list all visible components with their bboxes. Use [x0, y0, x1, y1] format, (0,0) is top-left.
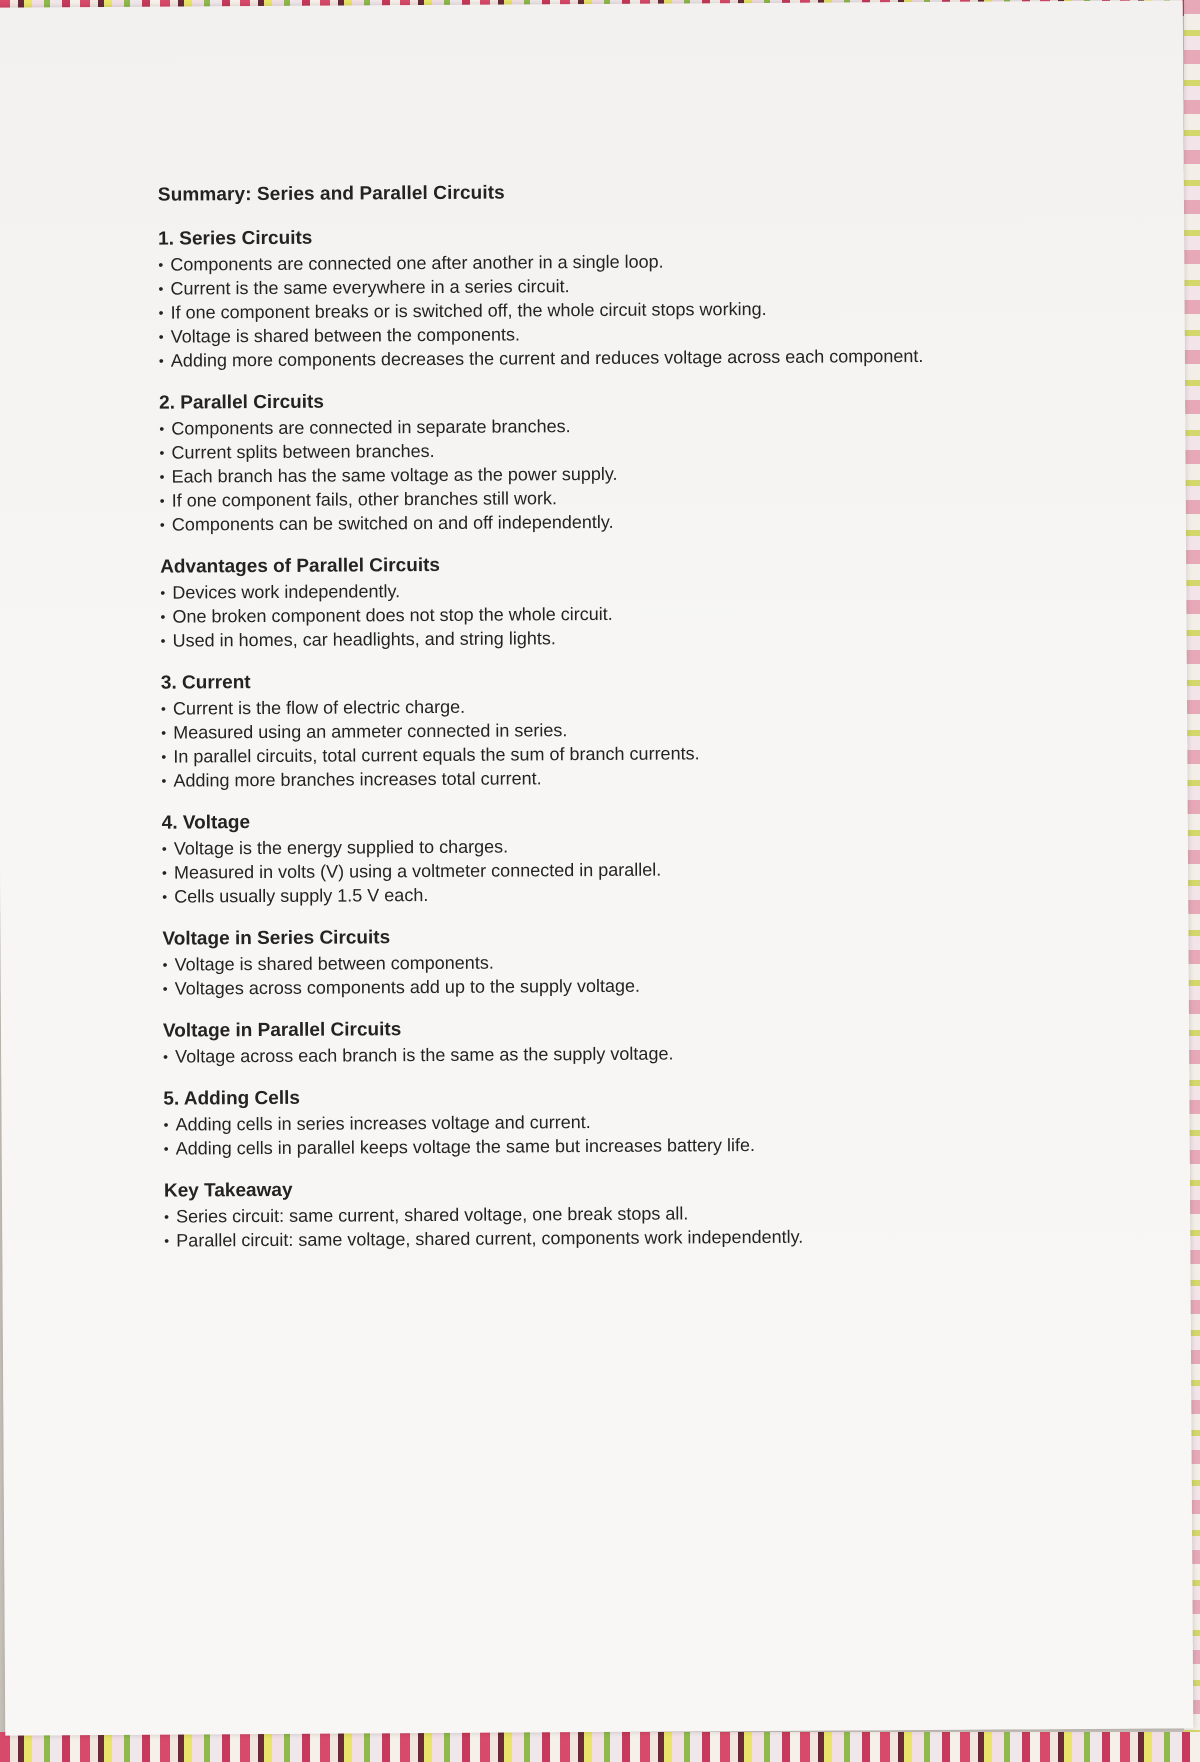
striped-background-bottom — [0, 1732, 1200, 1762]
bullet-dot-icon: • — [164, 1232, 170, 1249]
section — [163, 1083, 1063, 1160]
bullet-dot-icon: • — [160, 584, 166, 601]
bullet-text: Each branch has the same voltage as the power supply. — [171, 463, 618, 487]
bullet-list — [164, 1199, 1064, 1252]
bullet-item — [161, 763, 1061, 792]
bullet-item — [163, 1039, 1063, 1068]
bullet-list — [158, 247, 1059, 372]
bullet-dot-icon: • — [161, 864, 167, 881]
bullet-text: Used in homes, car headlights, and string lights. — [172, 628, 556, 651]
bullet-text: In parallel circuits, total current equals the sum of branch currents. — [173, 743, 700, 767]
bullet-item — [162, 879, 1062, 908]
section-heading: Voltage in Parallel Circuits — [162, 1019, 402, 1042]
bullet-dot-icon: • — [161, 840, 167, 857]
section — [160, 551, 1061, 652]
bullet-item — [164, 1223, 1064, 1252]
bullet-dot-icon: • — [158, 328, 164, 345]
bullet-text: Current is the flow of electric charge. — [172, 696, 466, 719]
bullet-dot-icon: • — [159, 468, 165, 485]
bullet-item — [160, 507, 1060, 536]
bullet-dot-icon: • — [161, 724, 167, 741]
bullet-text: Voltage is shared between components. — [174, 952, 494, 975]
bullet-dot-icon: • — [162, 956, 168, 973]
bullet-text: One broken component does not stop the whole circuit. — [172, 603, 613, 627]
section-heading: Key Takeaway — [163, 1179, 293, 1202]
bullet-text: Voltage is shared between the components. — [170, 324, 521, 347]
bullet-dot-icon: • — [160, 700, 166, 717]
section — [159, 387, 1060, 536]
bullet-text: If one component fails, other branches still work. — [171, 488, 558, 511]
section — [161, 667, 1062, 792]
section — [162, 923, 1062, 1000]
bullet-dot-icon: • — [163, 1116, 169, 1133]
bullet-text: Voltages across components add up to the supply voltage. — [174, 975, 641, 999]
bullet-item — [159, 343, 1059, 372]
bullet-text: Components can be switched on and off independently. — [171, 511, 614, 535]
bullet-dot-icon: • — [158, 256, 164, 273]
bullet-dot-icon: • — [161, 748, 167, 765]
section-heading: 3. Current — [160, 672, 251, 694]
bullet-item — [161, 623, 1061, 652]
bullet-text: Current splits between branches. — [171, 440, 435, 463]
bullet-text: Adding cells in series increases voltage and current. — [175, 1112, 591, 1135]
bullet-text: Adding cells in parallel keeps voltage the same but increases battery life. — [175, 1135, 756, 1159]
bullet-text: Parallel circuit: same voltage, shared current, components work independently. — [176, 1226, 804, 1251]
bullet-item — [164, 1131, 1064, 1160]
section-heading: 4. Voltage — [161, 812, 251, 834]
bullet-list — [163, 1039, 1063, 1068]
section-heading: 1. Series Circuits — [158, 227, 313, 250]
section-heading: Advantages of Parallel Circuits — [160, 554, 441, 578]
section — [164, 1175, 1064, 1252]
bullet-dot-icon: • — [160, 632, 166, 649]
bullet-dot-icon: • — [159, 420, 165, 437]
bullet-text: Adding more branches increases total current. — [173, 768, 542, 791]
bullet-dot-icon: • — [160, 608, 166, 625]
bullet-text: Series circuit: same current, shared voltage, one break stops all. — [176, 1203, 689, 1227]
section-heading: Voltage in Series Circuits — [162, 927, 391, 950]
bullet-dot-icon: • — [161, 772, 167, 789]
bullet-dot-icon: • — [162, 980, 168, 997]
bullet-list — [163, 1107, 1063, 1160]
bullet-dot-icon: • — [158, 352, 164, 369]
section-heading: 5. Adding Cells — [163, 1087, 301, 1110]
bullet-text: Cells usually supply 1.5 V each. — [174, 885, 429, 907]
bullet-dot-icon: • — [162, 888, 168, 905]
bullet-dot-icon: • — [159, 492, 165, 509]
bullet-item — [163, 971, 1063, 1000]
bullet-dot-icon: • — [158, 280, 164, 297]
bullet-list — [160, 575, 1060, 652]
bullet-text: Measured using an ammeter connected in series. — [173, 720, 568, 743]
document-title: Summary: Series and Parallel Circuits — [157, 182, 505, 206]
bullet-text: Voltage across each branch is the same as the supply voltage. — [175, 1043, 674, 1067]
bullet-text: Adding more components decreases the current and reduces voltage across each component. — [170, 345, 924, 371]
bullet-dot-icon: • — [159, 516, 165, 533]
bullet-text: Voltage is the energy supplied to charges. — [173, 836, 509, 859]
bullet-list — [162, 831, 1062, 908]
bullet-text: Components are connected one after another in a single loop. — [170, 251, 664, 275]
bullet-list — [159, 411, 1060, 536]
bullet-text: If one component breaks or is switched off, the whole circuit stops working. — [170, 298, 767, 323]
bullet-text: Components are connected in separate branches. — [171, 416, 571, 439]
bullet-dot-icon: • — [164, 1208, 170, 1225]
bullet-dot-icon: • — [158, 304, 164, 321]
bullet-list — [161, 691, 1062, 792]
section — [163, 1015, 1063, 1068]
bullet-dot-icon: • — [159, 444, 165, 461]
bullet-text: Current is the same everywhere in a series circuit. — [170, 276, 570, 299]
section — [158, 223, 1059, 372]
section-heading: 2. Parallel Circuits — [159, 391, 324, 414]
bullet-dot-icon: • — [163, 1048, 169, 1065]
bullet-text: Devices work independently. — [172, 581, 401, 603]
bullet-dot-icon: • — [163, 1140, 169, 1157]
sections-container — [158, 223, 1064, 1252]
section — [162, 807, 1063, 908]
bullet-text: Measured in volts (V) using a voltmeter connected in parallel. — [173, 859, 662, 883]
document-content — [158, 179, 1065, 1272]
bullet-list — [163, 947, 1063, 1000]
